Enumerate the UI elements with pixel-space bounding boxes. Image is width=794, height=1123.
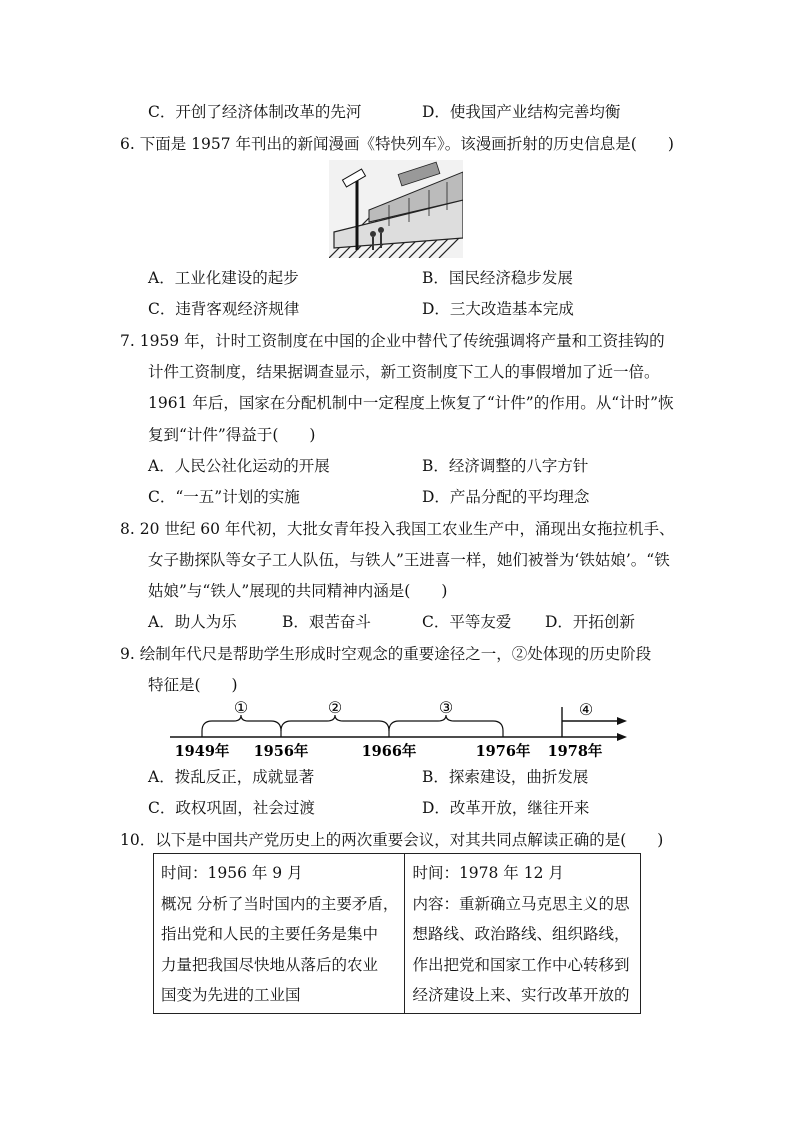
q9-option-d: D．改革开放，继往开来: [422, 799, 590, 817]
meeting-1978-line-1: 内容：重新确立马克思主义的思: [412, 894, 630, 913]
meeting-1956-line-3: 力量把我国尽快地从落后的农业: [161, 955, 379, 974]
timeline-year-1978: 1978年: [547, 743, 603, 760]
q7-line-3: 1961 年后，国家在分配机制中一定程度上恢复了“计件”的作用。从“计时”恢: [148, 394, 674, 412]
q8-option-d: D．开拓创新: [545, 613, 635, 631]
q9-line-1: 9. 绘制年代尺是帮助学生形成时空观念的重要途径之一，②处体现的历史阶段: [120, 645, 652, 663]
q10-stem: 10．以下是中国共产党历史上的两次重要会议，对其共同点解读正确的是( ): [120, 831, 664, 849]
q9-line-2: 特征是( ): [148, 676, 238, 694]
q6-option-a: A．工业化建设的起步: [148, 269, 299, 287]
q8-line-2: 女子勘探队等女子工人队伍，与铁人”王进喜一样，她们被誉为‘铁姑娘’。“铁: [148, 551, 670, 569]
meeting-1978-line-3: 作出把党和国家工作中心转移到: [412, 955, 630, 974]
q7-option-a: A．人民公社化运动的开展: [148, 457, 330, 475]
q8-option-c: C．平等友爱: [422, 613, 512, 631]
timeline-mark-4: ④: [578, 700, 594, 719]
meeting-1956-line-2: 指出党和人民的主要任务是集中: [161, 925, 379, 943]
meeting-1956-line-4: 国变为先进的工业国: [161, 986, 301, 1004]
meeting-1956-line-1: 概况 分析了当时国内的主要矛盾，: [161, 894, 399, 913]
q8-line-1: 8. 20 世纪 60 年代初，大批女青年投入我国工农业生产中，涌现出女拖拉机手、: [120, 520, 675, 538]
q7-line-1: 7. 1959 年，计时工资制度在中国的企业中替代了传统强调将产量和工资挂钩的: [120, 332, 665, 350]
q9-option-b: B．探索建设，曲折发展: [422, 768, 589, 786]
q7-option-c: C．“一五”计划的实施: [148, 488, 300, 506]
q9-option-c: C．政权巩固，社会过渡: [148, 799, 315, 817]
timeline-year-1966: 1966年: [361, 743, 417, 760]
q8-line-3: 姑娘”与“铁人”展现的共同精神内涵是( ): [148, 582, 448, 600]
q6-option-d: D．三大改造基本完成: [422, 300, 574, 318]
timeline-year-1976: 1976年: [475, 743, 531, 760]
q7-option-d: D．产品分配的平均理念: [422, 488, 590, 506]
timeline-mark-3: ③: [438, 698, 454, 717]
timeline-mark-2: ②: [327, 698, 343, 717]
q6-option-c: C．违背客观经济规律: [148, 300, 300, 318]
meeting-1956-cell: [154, 854, 405, 1014]
q7-line-4: 复到“计件”得益于( ): [148, 426, 316, 444]
train-cartoon-image: [329, 160, 463, 258]
q6-option-b: B．国民经济稳步发展: [422, 269, 573, 287]
timeline-year-1949: 1949年: [174, 743, 230, 760]
meeting-1978-line-2: 想路线、政治路线、组织路线，: [412, 925, 630, 943]
meeting-1978-time: 时间：1978 年 12 月: [412, 864, 564, 882]
meeting-1978-line-4: 经济建设上来、实行改革开放的: [412, 986, 630, 1004]
timeline-mark-1: ①: [233, 698, 249, 717]
meeting-1978-cell: [405, 854, 641, 1014]
meeting-1956-time: 时间：1956 年 9 月: [161, 864, 303, 882]
q5-option-d: D．使我国产业结构完善均衡: [422, 103, 621, 121]
meetings-table: [153, 853, 641, 1014]
q9-option-a: A．拨乱反正，成就显著: [148, 768, 315, 786]
q7-option-b: B．经济调整的八字方针: [422, 457, 589, 475]
timeline-year-1956: 1956年: [253, 743, 309, 760]
q5-option-c: C．开创了经济体制改革的先河: [148, 103, 362, 121]
q6-stem: 6. 下面是 1957 年刊出的新闻漫画《特快列车》。该漫画折射的历史信息是( ): [120, 135, 674, 153]
year-timeline: [165, 695, 635, 765]
q8-option-a: A．助人为乐: [148, 613, 237, 631]
q8-option-b: B．艰苦奋斗: [282, 613, 371, 631]
q7-line-2: 计件工资制度，结果据调查显示，新工资制度下工人的事假增加了近一倍。: [148, 363, 660, 381]
